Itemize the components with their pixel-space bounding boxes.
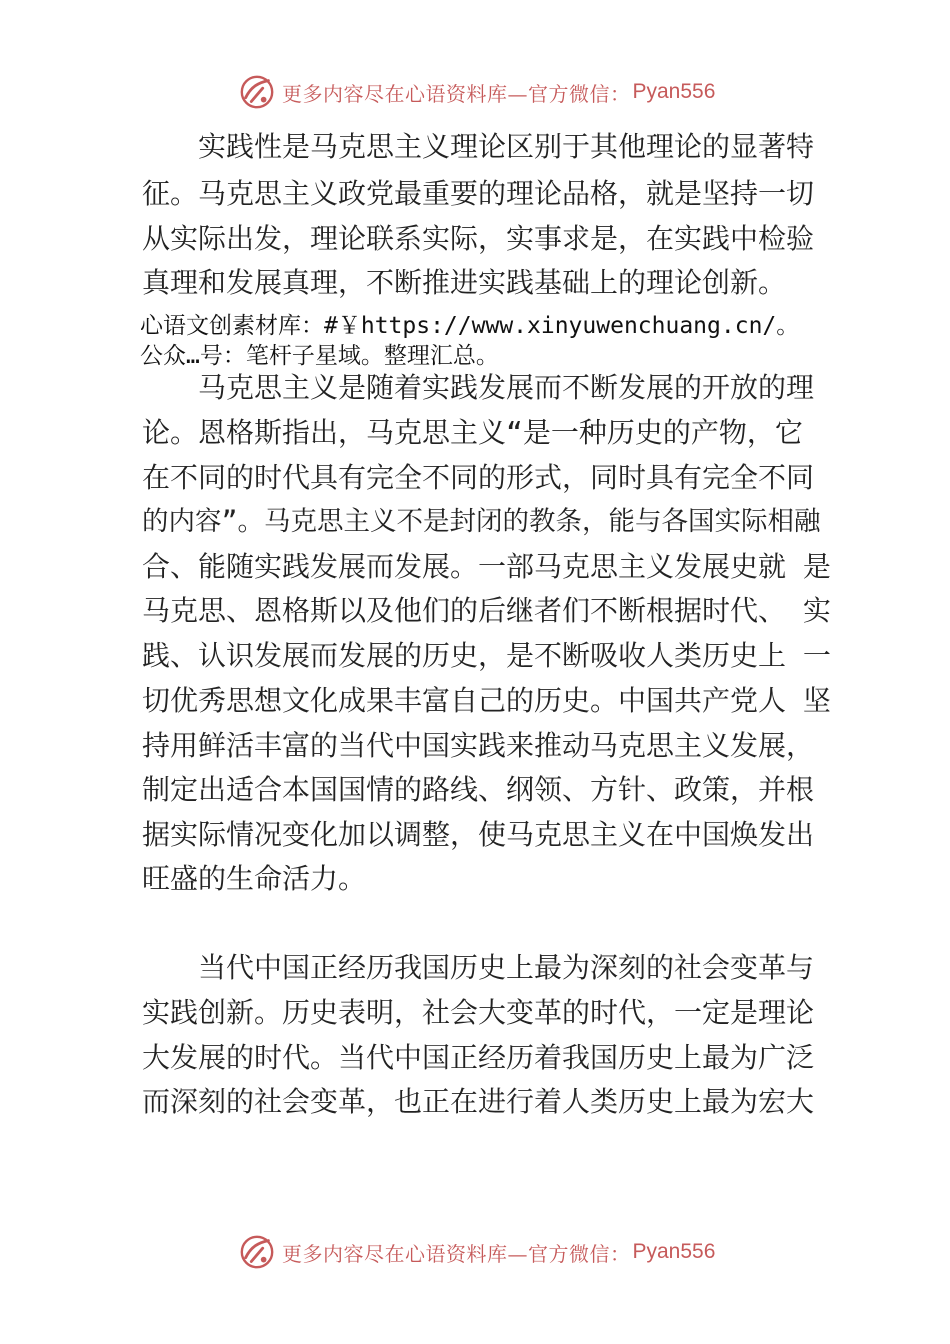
paragraph2-line: 马克思、恩格斯以及他们的后继者们不断根据时代、 实 bbox=[142, 594, 831, 627]
brand-logo-icon bbox=[238, 73, 276, 111]
footer-banner-text: 更多内容尽在心语资料库—官方微信： bbox=[282, 1241, 631, 1266]
paragraph2-line: 据实际情况变化加以调整，使马克思主义在中国焕发出 bbox=[142, 818, 815, 851]
paragraph2-line: 制定出适合本国国情的路线、纲领、方针、政策，并根 bbox=[142, 773, 815, 806]
paragraph2-line: 合、能随实践发展而发展。一部马克思主义发展史就 是 bbox=[142, 550, 831, 583]
brand-logo-icon bbox=[238, 1233, 276, 1271]
paragraph1-line: 从实际出发，理论联系实际，实事求是，在实践中检验 bbox=[142, 222, 815, 255]
paragraph3-line: 而深刻的社会变革，也正在进行着人类历史上最为宏大 bbox=[142, 1085, 815, 1118]
paragraph3-line: 大发展的时代。当代中国正经历着我国历史上最为广泛 bbox=[142, 1041, 815, 1074]
paragraph3-line: 当代中国正经历我国历史上最为深刻的社会变革与 bbox=[142, 951, 815, 984]
paragraph3-line: 实践创新。历史表明，社会大变革的时代，一定是理论 bbox=[142, 996, 815, 1029]
footer-banner bbox=[238, 1232, 715, 1272]
source-note-line: 公众…号：笔杆子星域。整理汇总。 bbox=[140, 343, 499, 369]
header-banner-account: Pyan556 bbox=[632, 80, 716, 103]
paragraph1-line: 征。马克思主义政党最重要的理论品格，就是坚持一切 bbox=[142, 177, 815, 210]
paragraph2-line: 的内容”。马克思主义不是封闭的教条，能与各国实际相融 bbox=[142, 506, 821, 537]
footer-banner-account: Pyan556 bbox=[632, 1240, 716, 1263]
paragraph2-line: 切优秀思想文化成果丰富自己的历史。中国共产党人 坚 bbox=[142, 684, 831, 717]
paragraph2-line: 在不同的时代具有完全不同的形式，同时具有完全不同 bbox=[142, 461, 815, 494]
header-banner bbox=[238, 72, 715, 112]
source-note-line: 心语文创素材库：#￥https://www.xinyuwenchuang.cn/。 bbox=[140, 313, 800, 339]
paragraph1-line: 真理和发展真理，不断推进实践基础上的理论创新。 bbox=[142, 266, 787, 299]
paragraph1-line: 实践性是马克思主义理论区别于其他理论的显著特 bbox=[142, 130, 815, 163]
paragraph2-line: 论。恩格斯指出，马克思主义“是一种历史的产物，它 bbox=[142, 416, 803, 449]
paragraph2-line: 践、认识发展而发展的历史，是不断吸收人类历史上 一 bbox=[142, 639, 831, 672]
paragraph2-line: 旺盛的生命活力。 bbox=[142, 862, 367, 895]
paragraph2-line: 持用鲜活丰富的当代中国实践来推动马克思主义发展， bbox=[142, 729, 815, 762]
header-banner-text: 更多内容尽在心语资料库—官方微信： bbox=[282, 81, 631, 106]
paragraph2-line: 马克思主义是随着实践发展而不断发展的开放的理 bbox=[142, 371, 815, 404]
